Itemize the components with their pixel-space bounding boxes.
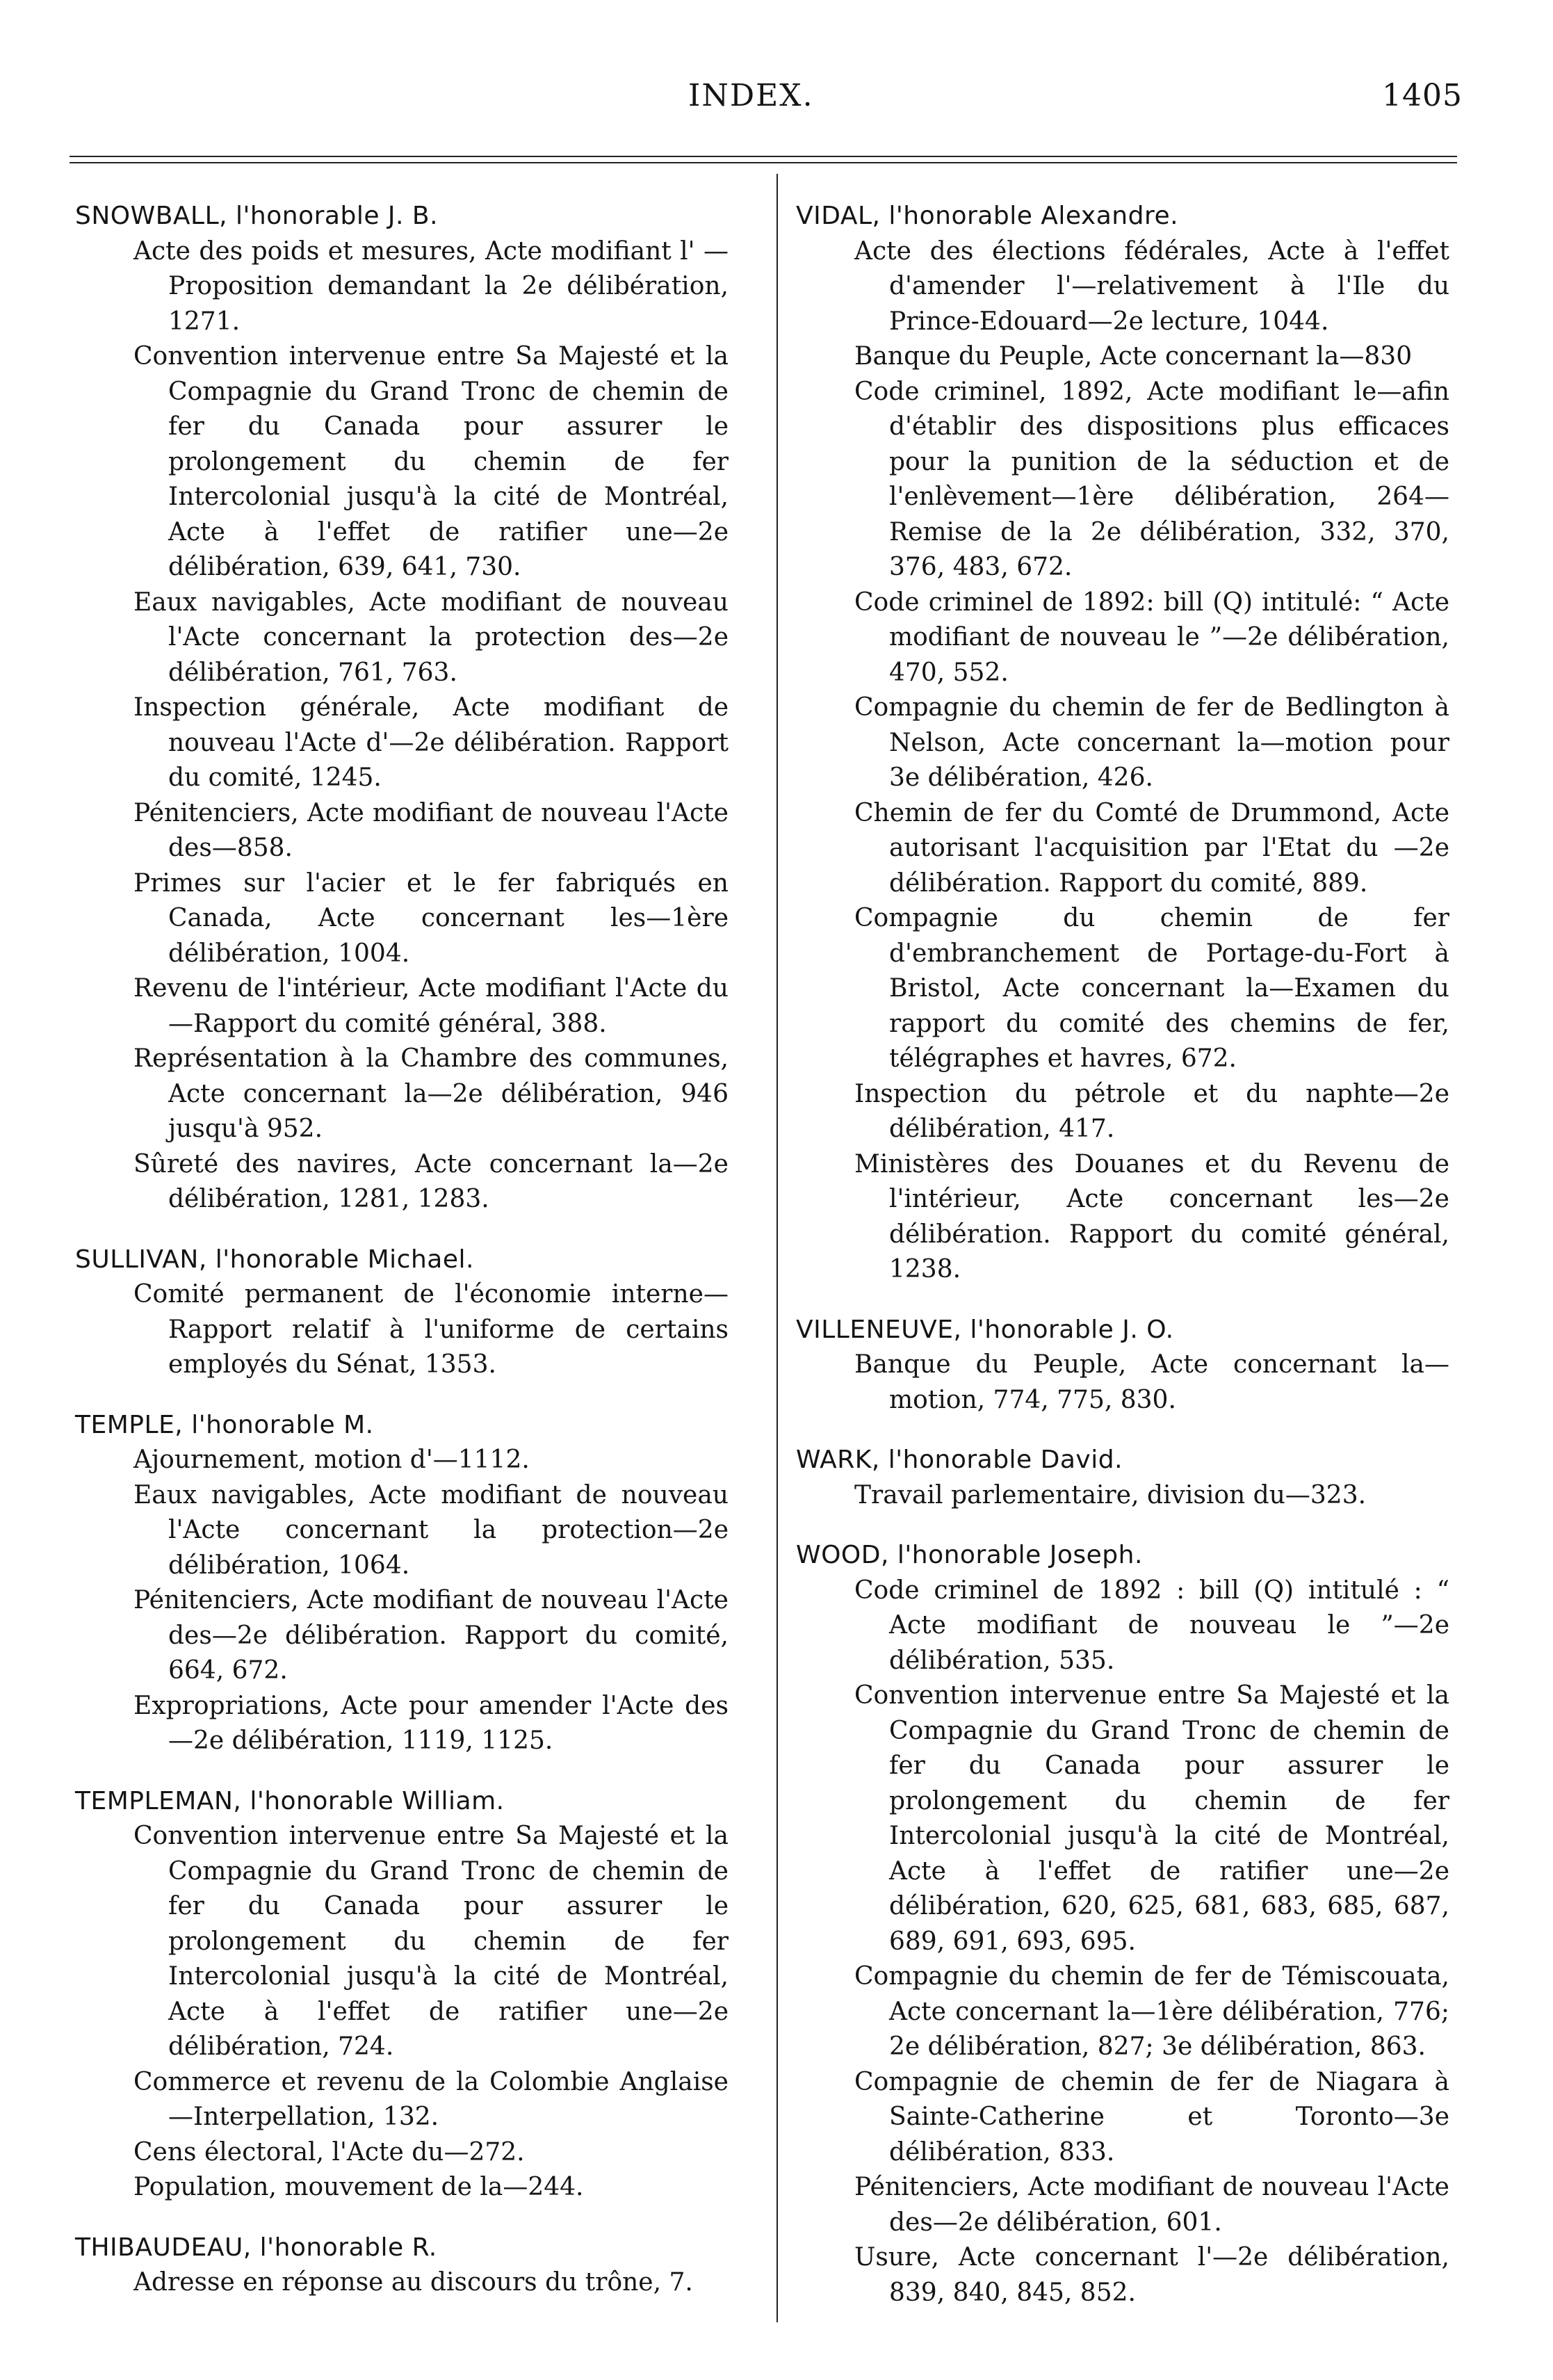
entry-subitem: Représentation à la Chambre des communes, Acte concernant la—2e délibération, 946 jusqu'à 952. [133,1044,729,1143]
header-rule-bottom [70,162,1457,163]
entry-subitem: Convention intervenue entre Sa Majesté et la Compagnie du Grand Tronc de chemin de fer du Canada pour assurer le prolongement du chemin de fer Intercolonial jusqu'à la cité de Montréal, Acte à l'effet de ratifier une—2e délibération, 620, 625, 681, 683, 685, 687, 689, 691, 693, 695. [854,1681,1449,1956]
entry-subitem: Convention intervenue entre Sa Majesté et la Compagnie du Grand Tronc de chemin de fer du Canada pour assurer le prolongement du chemin de fer Intercolonial jusqu'à la cité de Montréal, Acte à l'effet de ratifier une—2e délibération, 639, 641, 730. [133,342,729,581]
entry-subitem: Cens électoral, l'Acte du—272. [133,2137,525,2167]
entry-subitem: Acte des élections fédérales, Acte à l'effet d'amender l'—relativement à l'Ile du Prince-Edouard—2e lecture, 1044. [854,236,1449,336]
page-header [0,78,1553,120]
entry-subitem: Banque du Peuple, Acte concernant la—motion, 774, 775, 830. [854,1350,1449,1414]
entry-name: SNOWBALL, l'honorable J. B. [75,202,439,230]
entry-name: VILLENEUVE, l'honorable J. O. [796,1315,1174,1344]
entry-name: TEMPLE, l'honorable M. [75,1410,374,1439]
entry-name: WARK, l'honorable David. [796,1446,1123,1474]
column-divider [776,174,778,2322]
entry-subitem: Code criminel, 1892, Acte modifiant le—afin d'établir des dispositions plus efficaces pour la punition de la séduction et de l'enlèvement—1ère délibération, 264—Remise de la 2e délibération, 332, 370, 376, 483, 672. [854,377,1449,581]
left-column [75,199,729,2326]
index-entry [75,2231,729,2301]
running-head: INDEX. [688,78,814,113]
entry-subitem: Ajournement, motion d'—1112. [133,1446,530,1474]
entry-name: WOOD, l'honorable Joseph. [796,1541,1143,1569]
entry-subitem: Comité permanent de l'économie interne—Rapport relatif à l'uniforme de certains employés du Sénat, 1353. [133,1280,729,1379]
entry-subitem: Expropriations, Acte pour amender l'Acte des—2e délibération, 1119, 1125. [133,1691,729,1755]
entry-name: THIBAUDEAU, l'honorable R. [75,2233,437,2262]
entry-subitem: Chemin de fer du Comté de Drummond, Acte autorisant l'acquisition par l'Etat du —2e délibération. Rapport du comité, 889. [854,798,1449,898]
entry-subitem: Code criminel de 1892: bill (Q) intitulé: “ Acte modifiant de nouveau le ”—2e délibération, 470, 552. [854,588,1449,687]
entry-subitem: Pénitenciers, Acte modifiant de nouveau l'Acte des—2e délibération, 601. [854,2173,1449,2237]
right-column [796,199,1449,2336]
index-entry [75,1784,729,2205]
entry-subitem: Compagnie de chemin de fer de Niagara à Sainte-Catherine et Toronto—3e délibération, 833. [854,2067,1449,2167]
entry-subitem: Population, mouvement de la—244. [133,2173,584,2201]
entry-subitem: Revenu de l'intérieur, Acte modifiant l'Acte du—Rapport du comité général, 388. [133,974,729,1038]
index-entry [796,1538,1449,2310]
index-entry [75,1408,729,1759]
entry-subitem: Inspection du pétrole et du naphte—2e délibération, 417. [854,1079,1449,1143]
entry-subitem: Compagnie du chemin de fer d'embranchement de Portage-du-Fort à Bristol, Acte concernant la—Examen du rapport du comité des chemins de fer, télégraphes et havres, 672. [854,904,1449,1073]
entry-name: SULLIVAN, l'honorable Michael. [75,1245,474,1274]
index-entry [75,199,729,1217]
entry-subitem: Banque du Peuple, Acte concernant la—830 [854,342,1413,371]
page-number: 1405 [1382,78,1463,113]
index-entry [796,1313,1449,1418]
entry-subitem: Ministères des Douanes et du Revenu de l'intérieur, Acte concernant les—2e délibération. Rapport du comité général, 1238. [854,1149,1449,1284]
entry-subitem: Acte des poids et mesures, Acte modifiant l' —Proposition demandant la 2e délibération, 1271. [133,236,729,336]
index-entry [796,199,1449,1288]
entry-subitem: Eaux navigables, Acte modifiant de nouveau l'Acte concernant la protection des—2e délibération, 761, 763. [133,588,729,687]
entry-name: TEMPLEMAN, l'honorable William. [75,1786,505,1815]
entry-subitem: Compagnie du chemin de fer de Bedlington à Nelson, Acte concernant la—motion pour 3e délibération, 426. [854,693,1449,792]
entry-subitem: Travail parlementaire, division du—323. [854,1480,1367,1509]
entry-subitem: Primes sur l'acier et le fer fabriqués en Canada, Acte concernant les—1ère délibération, 1004. [133,868,729,968]
entry-subitem: Adresse en réponse au discours du trône, 7. [133,2268,693,2297]
entry-subitem: Code criminel de 1892 : bill (Q) intitulé : “ Acte modifiant de nouveau le ”—2e délibération, 535. [854,1576,1449,1675]
entry-subitem: Inspection générale, Acte modifiant de nouveau l'Acte d'—2e délibération. Rapport du comité, 1245. [133,693,729,792]
entry-subitem: Convention intervenue entre Sa Majesté et la Compagnie du Grand Tronc de chemin de fer du Canada pour assurer le prolongement du chemin de fer Intercolonial jusqu'à la cité de Montréal, Acte à l'effet de ratifier une—2e délibération, 724. [133,1822,729,2061]
entry-subitem: Usure, Acte concernant l'—2e délibération, 839, 840, 845, 852. [854,2243,1449,2307]
entry-subitem: Eaux navigables, Acte modifiant de nouveau l'Acte concernant la protection—2e délibération, 1064. [133,1480,729,1580]
entry-subitem: Sûreté des navires, Acte concernant la—2e délibération, 1281, 1283. [133,1149,729,1213]
entry-name: VIDAL, l'honorable Alexandre. [796,202,1179,230]
index-entry [796,1443,1449,1513]
index-entry [75,1242,729,1383]
entry-subitem: Pénitenciers, Acte modifiant de nouveau l'Acte des—858. [133,798,729,862]
entry-subitem: Pénitenciers, Acte modifiant de nouveau l'Acte des—2e délibération. Rapport du comité, 664, 672. [133,1586,729,1685]
header-rule-top [70,156,1457,157]
entry-subitem: Commerce et revenu de la Colombie Anglaise—Interpellation, 132. [133,2067,729,2131]
entry-subitem: Compagnie du chemin de fer de Témiscouata, Acte concernant la—1ère délibération, 776; 2e délibération, 827; 3e délibération, 863. [854,1962,1449,2061]
